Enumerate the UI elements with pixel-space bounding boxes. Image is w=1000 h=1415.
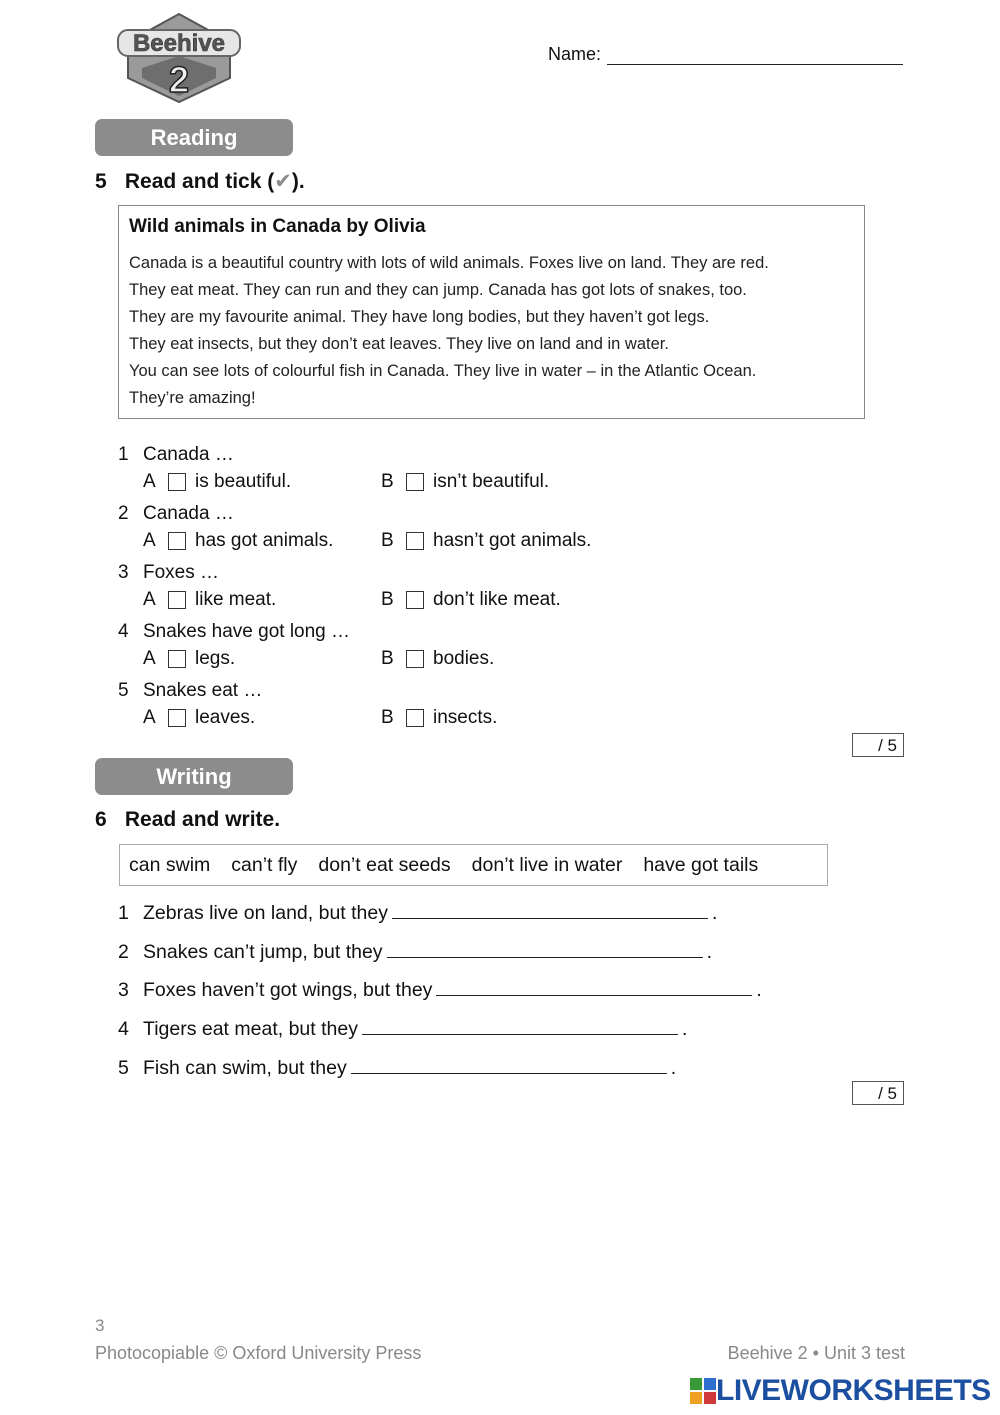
question-2: 2 Canada …: [118, 503, 234, 524]
sentence-1: 1 Zebras live on land, but they .: [118, 902, 718, 924]
writing-score-box: / 5: [852, 1081, 904, 1105]
q4-b-checkbox[interactable]: [406, 650, 424, 668]
reading-section-tab: Reading: [95, 119, 293, 156]
word-bank-item: have got tails: [643, 854, 759, 876]
name-label: Name:: [548, 44, 602, 64]
q4-a-checkbox[interactable]: [168, 650, 186, 668]
exercise-number: 5: [95, 170, 107, 193]
answer-blank[interactable]: [392, 900, 708, 919]
reading-text-line: They are my favourite animal. They have long bodies, but they haven’t got legs.: [129, 308, 710, 326]
reading-text-line: They eat insects, but they don’t eat leaves. They live on land and in water.: [129, 335, 669, 353]
reading-text-line: They’re amazing!: [129, 389, 256, 407]
reading-text-line: Canada is a beautiful country with lots of wild animals. Foxes live on land. They are red.: [129, 254, 769, 272]
q1-option-a: A is beautiful.: [143, 471, 292, 492]
q5-a-checkbox[interactable]: [168, 709, 186, 727]
answer-blank[interactable]: [362, 1016, 678, 1035]
q2-option-a: A has got animals.: [143, 530, 334, 551]
q2-b-checkbox[interactable]: [406, 532, 424, 550]
word-bank-item: don’t live in water: [471, 854, 623, 876]
q3-option-b: B don’t like meat.: [381, 589, 561, 610]
svg-text:2: 2: [168, 59, 190, 100]
exercise-6-heading: [95, 808, 280, 832]
question-3: 3 Foxes …: [118, 562, 220, 583]
q4-option-a: A legs.: [143, 648, 236, 669]
copyright-text: Photocopiable © Oxford University Press: [95, 1343, 422, 1363]
word-bank-item: can’t fly: [231, 854, 298, 876]
unit-text: Beehive 2 • Unit 3 test: [727, 1343, 905, 1363]
writing-section-tab: Writing: [95, 758, 293, 795]
q1-option-b: B isn’t beautiful.: [381, 471, 550, 492]
q3-b-checkbox[interactable]: [406, 591, 424, 609]
sentence-2: 2 Snakes can’t jump, but they .: [118, 941, 712, 963]
question-4: 4 Snakes have got long …: [118, 621, 351, 642]
q3-a-checkbox[interactable]: [168, 591, 186, 609]
q1-a-checkbox[interactable]: [168, 473, 186, 491]
question-5: 5 Snakes eat …: [118, 680, 263, 701]
svg-text:Beehive: Beehive: [132, 30, 226, 57]
exercise-5-heading: [95, 169, 305, 194]
q2-option-b: B hasn’t got animals.: [381, 530, 592, 551]
q5-b-checkbox[interactable]: [406, 709, 424, 727]
question-stem: Foxes …: [143, 562, 220, 583]
word-bank-item: can swim: [129, 854, 211, 876]
exercise-number: 6: [95, 808, 107, 831]
answer-blank[interactable]: [387, 939, 703, 958]
reading-text-line: You can see lots of colourful fish in Canada. They live in water – in the Atlantic Ocean.: [129, 362, 757, 380]
q4-option-b: B bodies.: [381, 648, 495, 669]
liveworksheets-icon: [690, 1378, 716, 1404]
liveworksheets-logo[interactable]: [690, 1374, 991, 1408]
instruction-text: Read and write.: [124, 808, 281, 831]
sentence-3: 3 Foxes haven’t got wings, but they .: [118, 979, 762, 1001]
q5-option-a: A leaves.: [143, 707, 256, 728]
q1-b-checkbox[interactable]: [406, 473, 424, 491]
tick-icon: ✔: [274, 170, 292, 193]
liveworksheets-text: LIVEWORKSHEETS: [716, 1374, 991, 1407]
question-stem: Canada …: [143, 503, 234, 524]
answer-blank[interactable]: [351, 1055, 667, 1074]
beehive-logo: [112, 12, 246, 104]
sentence-5: 5 Fish can swim, but they .: [118, 1057, 677, 1079]
answer-blank[interactable]: [436, 977, 752, 996]
page-number: 3: [95, 1316, 105, 1335]
word-bank: [119, 844, 828, 886]
instruction-end: ).: [291, 170, 305, 193]
q3-option-a: A like meat.: [143, 589, 277, 610]
reading-text-title: Wild animals in Canada by Olivia: [129, 216, 426, 237]
question-stem: Snakes eat …: [143, 680, 263, 701]
sentence-4: 4 Tigers eat meat, but they .: [118, 1018, 688, 1040]
question-stem: Snakes have got long …: [143, 621, 351, 642]
reading-text-line: They eat meat. They can run and they can jump. Canada has got lots of snakes, too.: [129, 281, 747, 299]
q2-a-checkbox[interactable]: [168, 532, 186, 550]
question-stem: Canada …: [143, 444, 234, 465]
name-field[interactable]: [607, 64, 903, 65]
word-bank-item: don’t eat seeds: [318, 854, 451, 876]
reading-score-box: / 5: [852, 733, 904, 757]
q5-option-b: B insects.: [381, 707, 498, 728]
reading-text-box: [118, 205, 865, 419]
question-1: 1 Canada …: [118, 444, 234, 465]
instruction-text: Read and tick (: [124, 170, 275, 193]
